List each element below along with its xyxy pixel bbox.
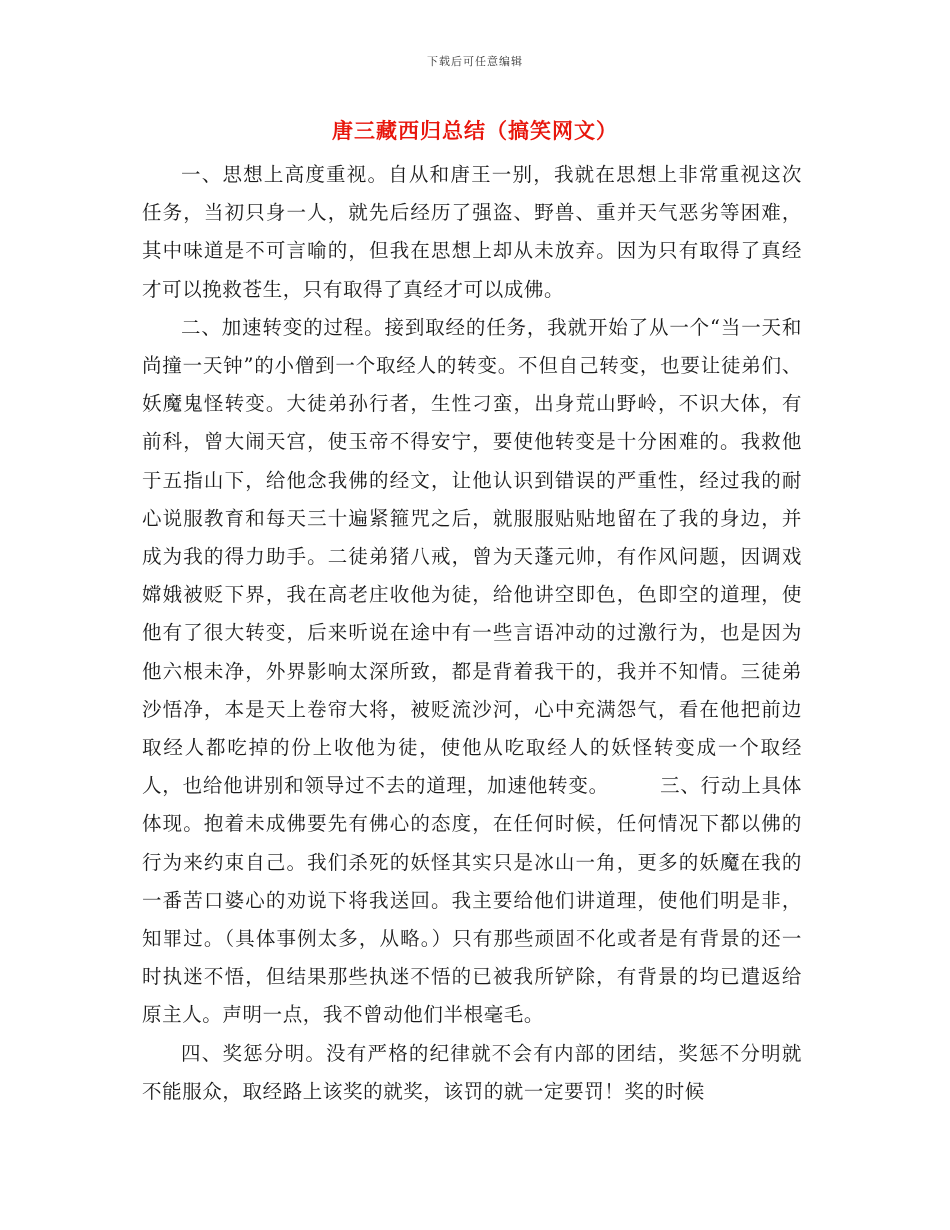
header-note: 下载后可任意编辑: [427, 55, 523, 68]
paragraph-1: 一、思想上高度重视。自从和唐王一别，我就在思想上非常重视这次任务，当初只身一人，就先后经历了强盗、野兽、重并天气恶劣等困难，其中味道是不可言喻的，但我在思想上却从未放弃。因为只有取得了真经才可以挽救苍生，只有取得了真经才可以成佛。: [142, 163, 802, 301]
document-title: 唐三藏西归总结（搞笑网文）: [332, 118, 618, 143]
paragraph-3: 四、奖惩分明。没有严格的纪律就不会有内部的团结，奖惩不分明就不能服众，取经路上该奖的就奖，该罚的就一定要罚！奖的时候: [142, 1041, 802, 1103]
document-body: [142, 156, 802, 1111]
paragraph-2: 二、加速转变的过程。接到取经的任务，我就开始了从一个“当一天和尚撞一天钟”的小僧到一个取经人的转变。不但自己转变，也要让徒弟们、妖魔鬼怪转变。大徒弟孙行者，生性刁蛮，出身荒山野岭，不识大体，有前科，曾大闹天宫，使玉帝不得安宁，要使他转变是十分困难的。我救他于五指山下，给他念我佛的经文，让他认识到错误的严重性，经过我的耐心说服教育和每天三十遍紧箍咒之后，就服服贴贴地留在了我的身边，并成为我的得力助手。二徒弟猪八戒，曾为天蓬元帅，有作风问题，因调戏嫦娥被贬下界，我在高老庄收他为徒，给他讲空即色，色即空的道理，使他有了很大转变，后来听说在途中有一些言语冲动的过激行为，也是因为他六根未净，外界影响太深所致，都是背着我干的，我并不知情。三徒弟沙悟净，本是天上卷帘大将，被贬流沙河，心中充满怨气，看在他把前边取经人都吃掉的份上收他为徒，使他从吃取经人的妖怪转变成一个取经人，也给他讲别和领导过不去的道理，加速他转变。 三、行动上具体体现。抱着未成佛要先有佛心的态度，在任何时候，任何情况下都以佛的行为来约束自己。我们杀死的妖怪其实只是冰山一角，更多的妖魔在我的一番苦口婆心的劝说下将我送回。我主要给他们讲道理，使他们明是非，知罪过。（具体事例太多，从略。）只有那些顽固不化或者是有背景的还一时执迷不悟，但结果那些执迷不悟的已被我所铲除，有背景的均已遣返给原主人。声明一点，我不曾动他们半根毫毛。: [142, 315, 802, 1027]
